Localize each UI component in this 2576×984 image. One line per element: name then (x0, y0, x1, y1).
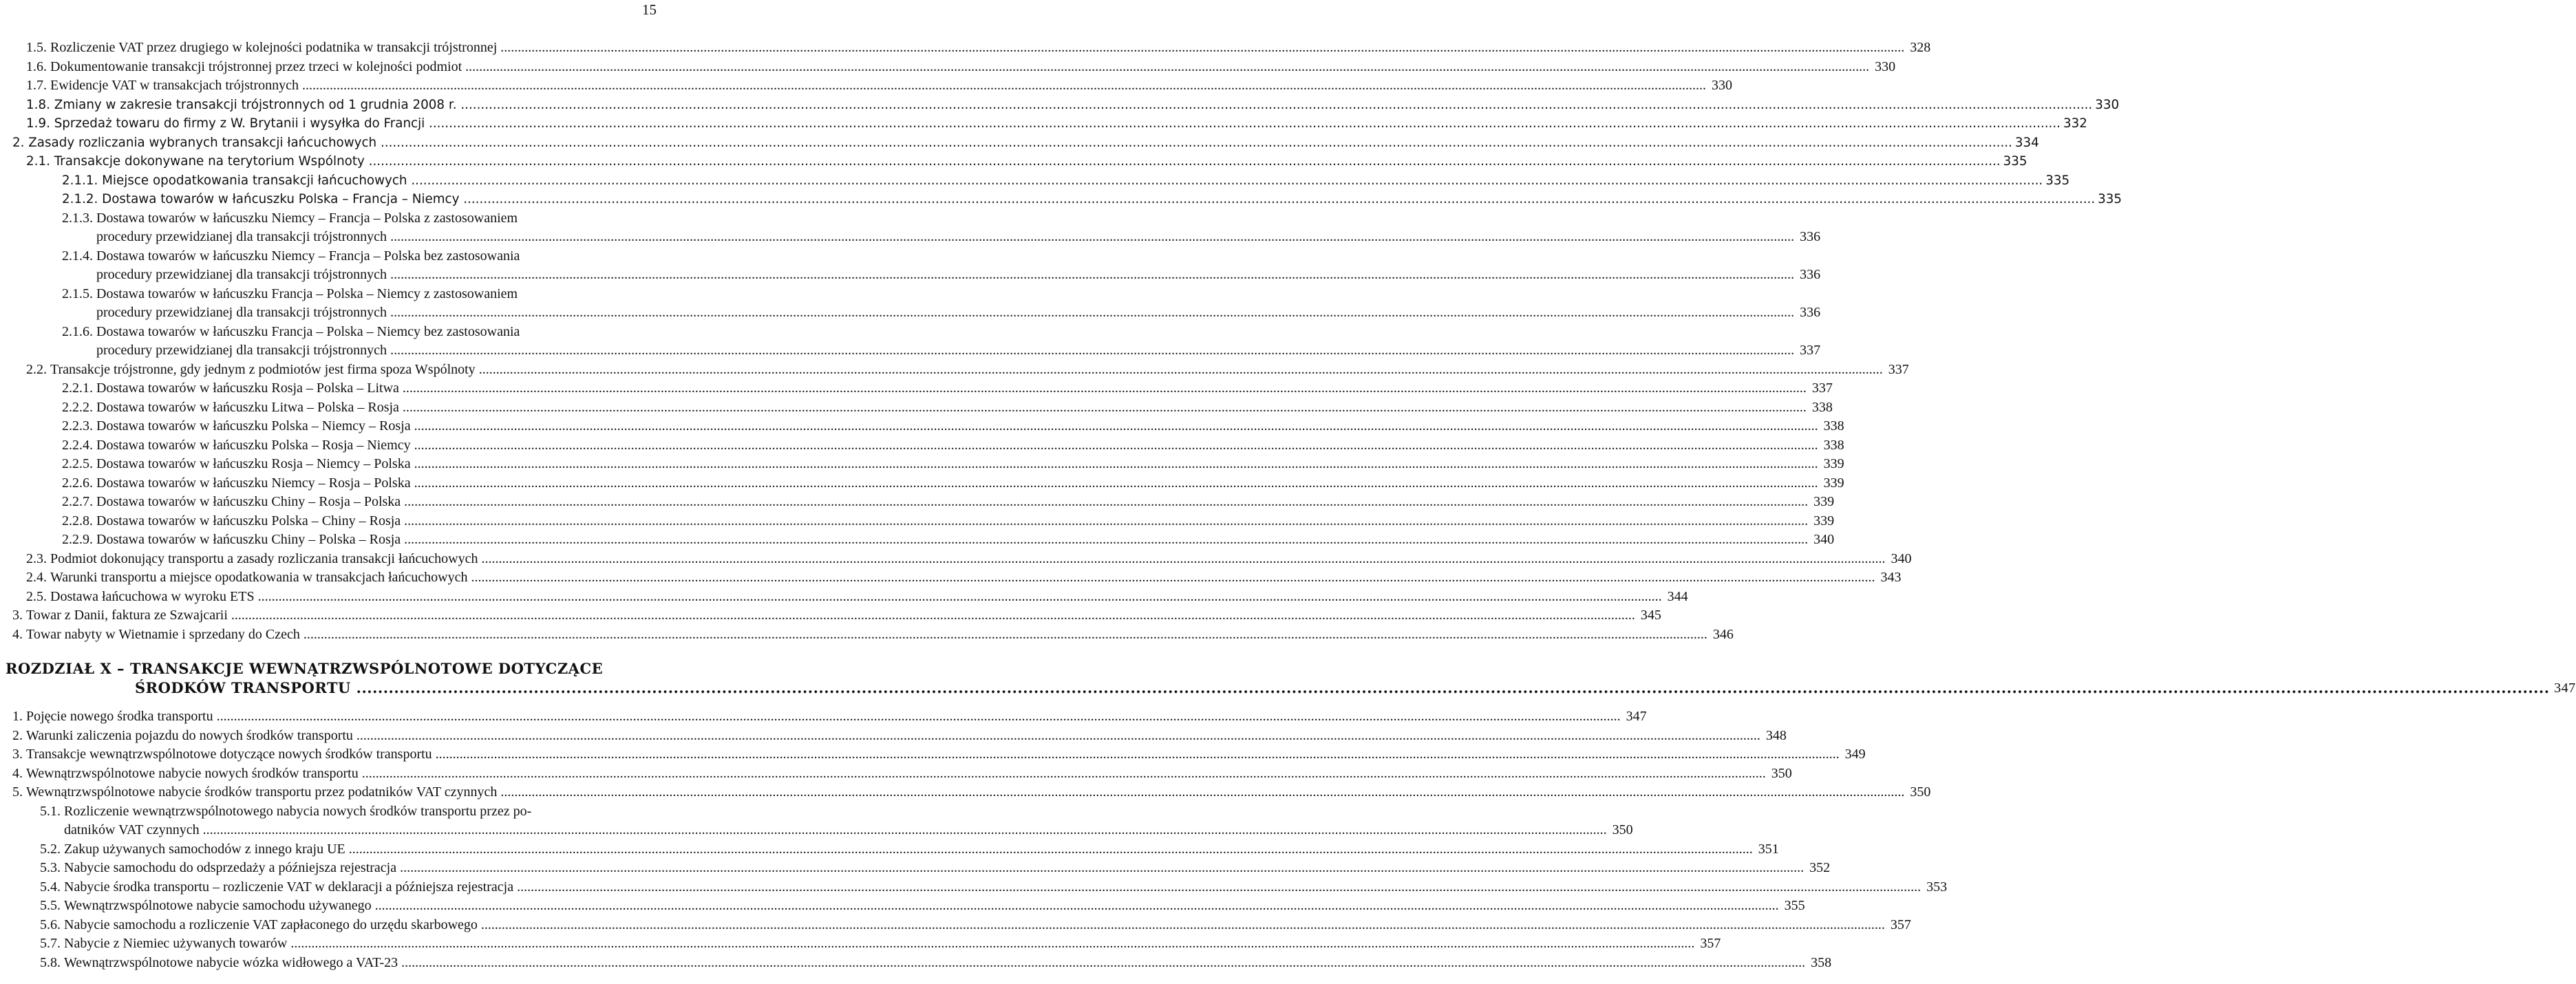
toc-entry-page: 352 (1809, 860, 1831, 875)
toc-entry-title: Nabycie z Niemiec używanych towarów ..... (64, 934, 1694, 954)
chapter-heading[interactable] (0, 659, 2576, 698)
toc-entry-page: 330 (2095, 97, 2120, 112)
toc-entry-number: 4. (12, 765, 26, 781)
toc-entry[interactable] (0, 550, 1912, 569)
toc-entry-title-continued: procedury przewidzianej dla transakcji trójstronnych ..... (96, 303, 1794, 323)
toc-entry-title: Dostawa towarów w łańcuszku Litwa – Polska – Rosja ..... (96, 398, 1807, 418)
toc-entry-title: Dostawa towarów w łańcuszku Francja – Polska – Niemcy bez zastosowania (96, 323, 520, 339)
toc-entry-title: Dostawa towarów w łańcuszku Rosja – Niemcy – Polska ..... (96, 455, 1818, 474)
toc-entry-page: 349 (1844, 747, 1866, 762)
toc-entry[interactable] (0, 171, 2070, 191)
toc-entry-number: 5.4. (40, 879, 64, 895)
toc-entry-title: Dokumentowanie transakcji trójstronnej przez trzeci w kolejności podmiot ..... (50, 58, 1869, 77)
toc-entry-number: 2. (12, 727, 26, 743)
toc-entry-title: Dostawa towarów w łańcuszku Polska – Chiny – Rosja ..... (96, 512, 1808, 531)
toc-entry-title: Rozliczenie wewnątrzwspólnotowego nabycia nowych środków transportu przez po- (64, 803, 532, 819)
toc-entry-page: 337 (1888, 361, 1909, 377)
toc-entry-title: Ewidencje VAT w transakcjach trójstronnych ..... (50, 76, 1706, 96)
toc-entry-number: 2.1.2. (62, 192, 103, 206)
toc-entry-page: 336 (1800, 305, 1821, 320)
toc-entry-number: 5.8. (40, 954, 64, 970)
toc-entry-title-continued: procedury przewidzianej dla transakcji trójstronnych ..... (96, 341, 1794, 361)
toc-entry-title: Miejsce opodatkowania transakcji łańcuchowych ..... (102, 171, 2043, 191)
toc-entry-number: 2.1.1. (62, 173, 103, 188)
toc-entry-number: 3. (12, 608, 26, 623)
toc-entry-title: Dostawa towarów w łańcuszku Niemcy – Rosja – Polska ..... (96, 474, 1818, 493)
toc-entry-page: 353 (1926, 879, 1948, 895)
toc-entry-page: 343 (1880, 570, 1902, 585)
toc-entry-number: 2.2.5. (62, 456, 96, 471)
toc-entry-page: 345 (1640, 608, 1661, 623)
toc-entry-page: 335 (2045, 173, 2070, 188)
toc-entry-number: 2.2.3. (62, 418, 96, 434)
toc-entry-number: 2.2.4. (62, 437, 96, 453)
toc-entry[interactable] (0, 878, 1948, 897)
toc-entry[interactable] (0, 707, 1647, 727)
toc-entry[interactable] (0, 58, 1896, 77)
table-of-contents (0, 39, 2576, 972)
toc-entry-title: Warunki transportu a miejsce opodatkowania w transakcjach łańcuchowych ..... (50, 568, 1875, 588)
toc-entry-page: 357 (1700, 936, 1721, 951)
toc-entry-number: 1.8. (26, 97, 54, 112)
toc-entry[interactable] (0, 897, 1805, 916)
toc-entry-title: Sprzedaż towaru do firmy z W. Brytanii i wysyłka do Francji ..... (54, 114, 2061, 133)
toc-entry-title: Dostawa towarów w łańcuszku Niemcy – Francja – Polska z zastosowaniem (96, 210, 518, 226)
toc-entry-number: 4. (12, 626, 26, 642)
toc-entry-title: Nabycie środka transportu – rozliczenie VAT w deklaracji a późniejsza rejestracja ..... (64, 878, 1921, 897)
toc-entry-title: Nabycie samochodu do odsprzedaży a późniejsza rejestracja ..... (64, 859, 1804, 878)
toc-entry-number: 2.1.5. (62, 286, 96, 301)
toc-entry[interactable] (0, 840, 1779, 859)
toc-entry[interactable] (0, 625, 1734, 645)
toc-entry-title: Zmiany w zakresie transakcji trójstronnych od 1 grudnia 2008 r. ..... (54, 96, 2093, 115)
toc-entry-title: Transakcje wewnątrzwspólnotowe dotyczące nowych środków transportu ..... (26, 745, 1840, 764)
toc-entry-number: 2.2.1. (62, 381, 96, 396)
toc-entry[interactable] (0, 727, 1787, 746)
toc-entry-title: Dostawa łańcuchowa w wyroku ETS ..... (50, 588, 1662, 607)
toc-entry-page: 350 (1771, 765, 1792, 781)
toc-entry[interactable] (0, 76, 1733, 96)
toc-entry[interactable] (0, 96, 2120, 115)
toc-entry-number: 5.3. (40, 860, 64, 875)
toc-entry-number: 5. (12, 784, 26, 800)
toc-entry[interactable] (0, 39, 1931, 58)
toc-entry-page: 339 (1813, 513, 1835, 528)
toc-entry-number: 2.1.4. (62, 248, 96, 264)
toc-entry-number: 2.2.8. (62, 513, 96, 528)
toc-entry-number: 2.5. (26, 588, 50, 604)
chapter-title: ROZDZIAŁ X – TRANSAKCJE WEWNĄTRZWSPÓLNOTOWE DOTYCZĄCE (6, 660, 604, 677)
toc-entry-page: 350 (1612, 822, 1633, 837)
toc-entry-number: 2.1. (26, 154, 54, 169)
toc-entry[interactable] (0, 417, 1844, 436)
toc-entry-title: Towar nabyty w Wietnamie i sprzedany do Czech ..... (26, 625, 1707, 645)
toc-entry-page: 348 (1765, 727, 1787, 743)
toc-entry[interactable] (0, 493, 1835, 512)
toc-entry-number: 2.1.6. (62, 323, 96, 339)
toc-entry[interactable] (0, 398, 1833, 418)
toc-entry-number: 2.1.3. (62, 210, 96, 226)
toc-entry-page: 328 (1910, 40, 1931, 55)
toc-entry-page: 351 (1758, 841, 1779, 857)
toc-entry-page: 335 (2098, 192, 2122, 206)
toc-entry-number: 2.2. (26, 361, 50, 377)
toc-entry[interactable] (0, 323, 1821, 361)
toc-entry-page: 332 (2063, 116, 2087, 131)
toc-entry-page: 336 (1800, 267, 1821, 282)
toc-entry-page: 335 (2003, 154, 2027, 169)
toc-entry-number: 5.5. (40, 898, 64, 913)
toc-entry-title-continued: procedury przewidzianej dla transakcji trójstronnych ..... (96, 266, 1794, 285)
toc-entry-page: 350 (1910, 784, 1931, 800)
toc-entry-title-continued: datników VAT czynnych ..... (64, 821, 1607, 840)
toc-entry-page: 358 (1811, 954, 1832, 970)
toc-entry[interactable] (0, 474, 1844, 493)
toc-entry-title: Zakup używanych samochodów z innego kraju UE ..... (64, 840, 1753, 859)
toc-entry-title-continued: procedury przewidzianej dla transakcji trójstronnych ..... (96, 228, 1794, 247)
toc-entry-page: 338 (1811, 399, 1833, 415)
toc-entry-number: 2.4. (26, 570, 50, 585)
toc-entry-number: 1.5. (26, 40, 50, 55)
toc-entry-number: 2. (12, 135, 29, 150)
toc-entry-title: Rozliczenie VAT przez drugiego w kolejności podatnika w transakcji trójstronnej ..... (50, 39, 1904, 58)
toc-entry[interactable] (0, 455, 1844, 474)
toc-entry-title: Dostawa towarów w łańcuszku Rosja – Polska – Litwa ..... (96, 379, 1807, 398)
toc-entry-page: 330 (1875, 58, 1896, 74)
toc-entry-number: 2.2.6. (62, 475, 96, 491)
toc-entry[interactable] (0, 802, 1633, 840)
toc-entry-title: Podmiot dokonujący transportu a zasady rozliczania transakcji łańcuchowych ..... (50, 550, 1885, 569)
toc-entry[interactable] (0, 114, 2087, 133)
toc-entry-title: Wewnątrzwspólnotowe nabycie samochodu używanego ..... (64, 897, 1779, 916)
toc-entry[interactable] (0, 209, 1821, 247)
toc-entry-page: 340 (1891, 550, 1912, 566)
toc-entry[interactable] (0, 285, 1821, 323)
toc-entry-number: 1.7. (26, 78, 50, 93)
toc-entry[interactable] (0, 379, 1833, 398)
toc-entry-title: Transakcje trójstronne, gdy jednym z podmiotów jest firma spoza Wspólnoty ..... (50, 361, 1883, 380)
toc-entry-page: 337 (1800, 343, 1821, 358)
toc-entry[interactable] (0, 954, 1832, 973)
toc-entry-page: 347 (1626, 709, 1647, 724)
toc-entry-title: Towar z Danii, faktura ze Szwajcarii ..... (26, 606, 1635, 625)
toc-entry[interactable] (0, 190, 2122, 209)
toc-entry-title: Wewnątrzwspólnotowe nabycie wózka widłowego a VAT-23 ..... (64, 954, 1805, 973)
toc-entry-number: 5.7. (40, 936, 64, 951)
toc-entry[interactable] (0, 934, 1721, 954)
toc-entry-number: 1.9. (26, 116, 54, 131)
toc-entry-page: 346 (1712, 626, 1734, 642)
toc-entry-page: 339 (1813, 494, 1835, 509)
toc-entry-page: 339 (1823, 475, 1844, 491)
toc-entry[interactable] (0, 152, 2027, 171)
chapter-page: 347 (2554, 681, 2576, 696)
toc-entry[interactable] (0, 859, 1831, 878)
toc-entry-page: 339 (1823, 456, 1844, 471)
toc-entry-number: 2.2.2. (62, 399, 96, 415)
toc-entry-page: 338 (1823, 437, 1844, 453)
page-number: 15 (642, 1, 657, 18)
toc-entry-page: 336 (1800, 229, 1821, 244)
chapter-title-continued: ŚRODKÓW TRANSPORTU ..... (135, 678, 2550, 698)
toc-entry-title: Dostawa towarów w łańcuszku Francja – Polska – Niemcy z zastosowaniem (96, 286, 518, 301)
toc-entry-title: Dostawa towarów w łańcuszku Polska – Rosja – Niemcy ..... (96, 436, 1818, 456)
toc-entry-number: 5.1. (40, 803, 64, 819)
toc-entry-number: 2.3. (26, 550, 50, 566)
toc-entry-title: Transakcje dokonywane na terytorium Wspólnoty ..... (54, 152, 2001, 171)
toc-entry[interactable] (0, 764, 1792, 784)
toc-entry-number: 1. (12, 709, 26, 724)
toc-entry-number: 5.2. (40, 841, 64, 857)
toc-entry[interactable] (0, 133, 2039, 153)
toc-entry[interactable] (0, 361, 1909, 380)
toc-entry[interactable] (0, 606, 1661, 625)
toc-entry[interactable] (0, 531, 1835, 550)
toc-entry[interactable] (0, 436, 1844, 456)
toc-entry[interactable] (0, 745, 1866, 764)
toc-entry-title: Pojęcie nowego środka transportu ..... (26, 707, 1621, 727)
toc-entry-page: 357 (1890, 917, 1911, 932)
toc-entry-title: Warunki zaliczenia pojazdu do nowych środków transportu ..... (26, 727, 1760, 746)
toc-entry-title: Wewnątrzwspólnotowe nabycie nowych środków transportu ..... (26, 764, 1766, 784)
toc-entry-title: Dostawa towarów w łańcuszku Polska – Francja – Niemcy ..... (102, 190, 2095, 209)
toc-entry-number: 5.6. (40, 917, 64, 932)
toc-entry-title: Dostawa towarów w łańcuszku Chiny – Polska – Rosja ..... (96, 531, 1808, 550)
toc-entry[interactable] (0, 783, 1931, 802)
toc-entry-title: Dostawa towarów w łańcuszku Polska – Niemcy – Rosja ..... (96, 417, 1818, 436)
toc-entry-title: Nabycie samochodu a rozliczenie VAT zapłaconego do urzędu skarbowego ..... (64, 916, 1885, 935)
toc-entry[interactable] (0, 568, 1902, 588)
toc-entry-page: 340 (1813, 532, 1835, 547)
toc-entry[interactable] (0, 512, 1835, 531)
toc-entry-page: 355 (1784, 898, 1805, 913)
toc-entry-title: Dostawa towarów w łańcuszku Chiny – Rosja – Polska ..... (96, 493, 1808, 512)
toc-entry-number: 1.6. (26, 58, 50, 74)
toc-entry-title: Zasady rozliczania wybranych transakcji łańcuchowych ..... (28, 133, 2012, 153)
toc-entry[interactable] (0, 247, 1821, 285)
toc-entry-number: 2.2.9. (62, 532, 96, 547)
toc-entry-number: 3. (12, 747, 26, 762)
toc-entry-title: Dostawa towarów w łańcuszku Niemcy – Francja – Polska bez zastosowania (96, 248, 520, 264)
toc-entry-title: Wewnątrzwspólnotowe nabycie środków transportu przez podatników VAT czynnych ..... (26, 783, 1904, 802)
toc-entry-page: 330 (1712, 78, 1733, 93)
toc-entry-page: 334 (2014, 135, 2039, 150)
toc-entry-page: 337 (1811, 381, 1833, 396)
toc-entry-page: 344 (1667, 588, 1688, 604)
toc-entry[interactable] (0, 588, 1688, 607)
toc-entry-page: 338 (1823, 418, 1844, 434)
toc-entry-number: 2.2.7. (62, 494, 96, 509)
toc-entry[interactable] (0, 916, 1911, 935)
